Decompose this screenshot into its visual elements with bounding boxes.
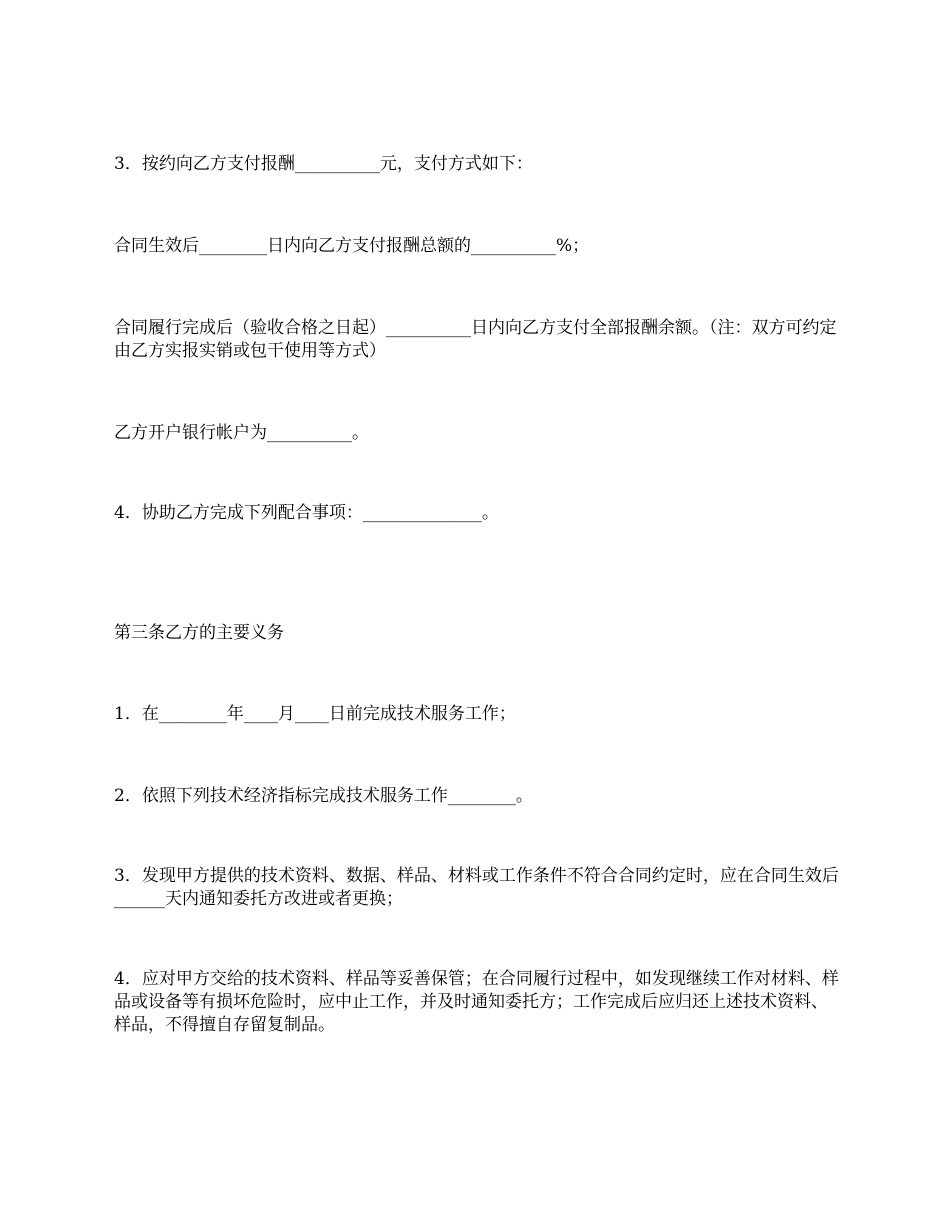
clause-3-2-indicators: 2．依照下列技术经济指标完成技术服务工作________。	[114, 786, 533, 806]
clause-2-3-payment: 3．按约向乙方支付报酬__________元，支付方式如下：	[114, 154, 533, 174]
clause-2-4-cooperation: 4．协助乙方完成下列配合事项：______________。	[114, 503, 499, 523]
clause-3-3-notification: 3．发现甲方提供的技术资料、数据、样品、材料或工作条件不符合合同约定时，应在合同生效后______天内通知委托方改进或者更换；	[114, 866, 839, 909]
bank-account-line: 乙方开户银行帐户为__________。	[114, 423, 369, 443]
clause-3-4-custody: 4．应对甲方交给的技术资料、样品等妥善保管；在合同履行过程中，如发现继续工作对材料、样品或设备等有损坏危险时，应中止工作，并及时通知委托方；工作完成后应归还上述技术资料、样品，不得擅自存留复制品。	[114, 969, 839, 1035]
payment-balance-line: 合同履行完成后（验收合格之日起）__________日内向乙方支付全部报酬余额。（注：双方可约定由乙方实报实销或包干使用等方式）	[114, 318, 837, 361]
article-3-heading: 第三条乙方的主要义务	[114, 623, 284, 643]
clause-3-1-deadline: 1．在________年____月____日前完成技术服务工作；	[114, 704, 516, 724]
payment-advance-line: 合同生效后________日内向乙方支付报酬总额的__________%；	[114, 236, 590, 256]
